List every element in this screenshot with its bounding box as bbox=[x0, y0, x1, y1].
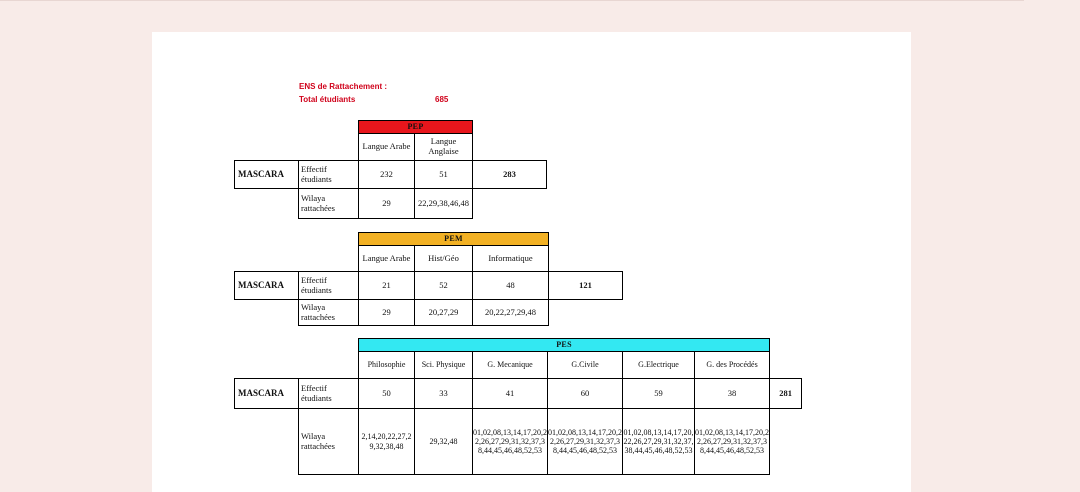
pes-col-header: Sci. Physique bbox=[415, 352, 473, 379]
document-page bbox=[152, 32, 911, 492]
pem-col-header: Langue Arabe bbox=[359, 246, 415, 272]
pem-title: PEM bbox=[359, 233, 549, 246]
pep-title: PEP bbox=[359, 121, 473, 134]
effectif-label: Effectif étudiants bbox=[299, 379, 359, 409]
wilaya-label: Wilaya rattachées bbox=[299, 409, 359, 475]
pes-effectif-cell: 59 bbox=[623, 379, 695, 409]
pem-effectif-cell: 52 bbox=[415, 272, 473, 300]
pes-col-header: G. des Procédés bbox=[695, 352, 770, 379]
pes-wilaya-cell: 01,02,08,13,14,17,20,22,26,27,29,31,32,37,38,44,45,46,48,52,53 bbox=[548, 409, 623, 475]
pes-wilaya-cell: 01,02,08,13,14,17,20,22,26,27,29,31,32,37,38,44,45,46,48,52,53 bbox=[623, 409, 695, 475]
total-value: 685 bbox=[435, 95, 449, 104]
pes-table bbox=[234, 338, 802, 475]
pem-effectif-cell: 21 bbox=[359, 272, 415, 300]
pes-effectif-cell: 50 bbox=[359, 379, 415, 409]
pes-col-header: G.Electrique bbox=[623, 352, 695, 379]
wilaya-label: Wilaya rattachées bbox=[299, 189, 359, 219]
pes-wilaya-cell: 01,02,08,13,14,17,20,22,26,27,29,31,32,37,38,44,45,46,48,52,53 bbox=[695, 409, 770, 475]
pep-col-header: Langue Arabe bbox=[359, 134, 415, 161]
pes-effectif-cell: 60 bbox=[548, 379, 623, 409]
pem-effectif-cell: 48 bbox=[473, 272, 549, 300]
pem-total: 121 bbox=[549, 272, 623, 300]
pep-col-header: Langue Anglaise bbox=[415, 134, 473, 161]
pem-wilaya-cell: 29 bbox=[359, 300, 415, 326]
pep-total: 283 bbox=[473, 161, 547, 189]
pem-city: MASCARA bbox=[235, 272, 299, 300]
ens-label: ENS de Rattachement : bbox=[299, 82, 388, 91]
pes-col-header: Philosophie bbox=[359, 352, 415, 379]
pes-effectif-cell: 38 bbox=[695, 379, 770, 409]
pem-col-header: Informatique bbox=[473, 246, 549, 272]
pep-effectif-cell: 232 bbox=[359, 161, 415, 189]
pem-col-header: Hist/Géo bbox=[415, 246, 473, 272]
pes-title: PES bbox=[359, 339, 770, 352]
pem-table bbox=[234, 232, 623, 326]
top-divider bbox=[0, 0, 1024, 1]
pes-city: MASCARA bbox=[235, 379, 299, 409]
pes-total: 281 bbox=[770, 379, 802, 409]
total-label: Total étudiants bbox=[299, 95, 356, 104]
pem-wilaya-cell: 20,22,27,29,48 bbox=[473, 300, 549, 326]
pep-city: MASCARA bbox=[235, 161, 299, 189]
pes-effectif-cell: 33 bbox=[415, 379, 473, 409]
pep-wilaya-cell: 22,29,38,46,48 bbox=[415, 189, 473, 219]
pes-col-header: G. Mecanique bbox=[473, 352, 548, 379]
pes-col-header: G.Civile bbox=[548, 352, 623, 379]
pep-wilaya-cell: 29 bbox=[359, 189, 415, 219]
effectif-label: Effectif étudiants bbox=[299, 161, 359, 189]
pep-table bbox=[234, 120, 547, 219]
pes-wilaya-cell: 2,14,20,22,27,29,32,38,48 bbox=[359, 409, 415, 475]
pes-effectif-cell: 41 bbox=[473, 379, 548, 409]
wilaya-label: Wilaya rattachées bbox=[299, 300, 359, 326]
effectif-label: Effectif étudiants bbox=[299, 272, 359, 300]
pes-wilaya-cell: 01,02,08,13,14,17,20,22,26,27,29,31,32,37,38,44,45,46,48,52,53 bbox=[473, 409, 548, 475]
pep-effectif-cell: 51 bbox=[415, 161, 473, 189]
pem-wilaya-cell: 20,27,29 bbox=[415, 300, 473, 326]
pes-wilaya-cell: 29,32,48 bbox=[415, 409, 473, 475]
